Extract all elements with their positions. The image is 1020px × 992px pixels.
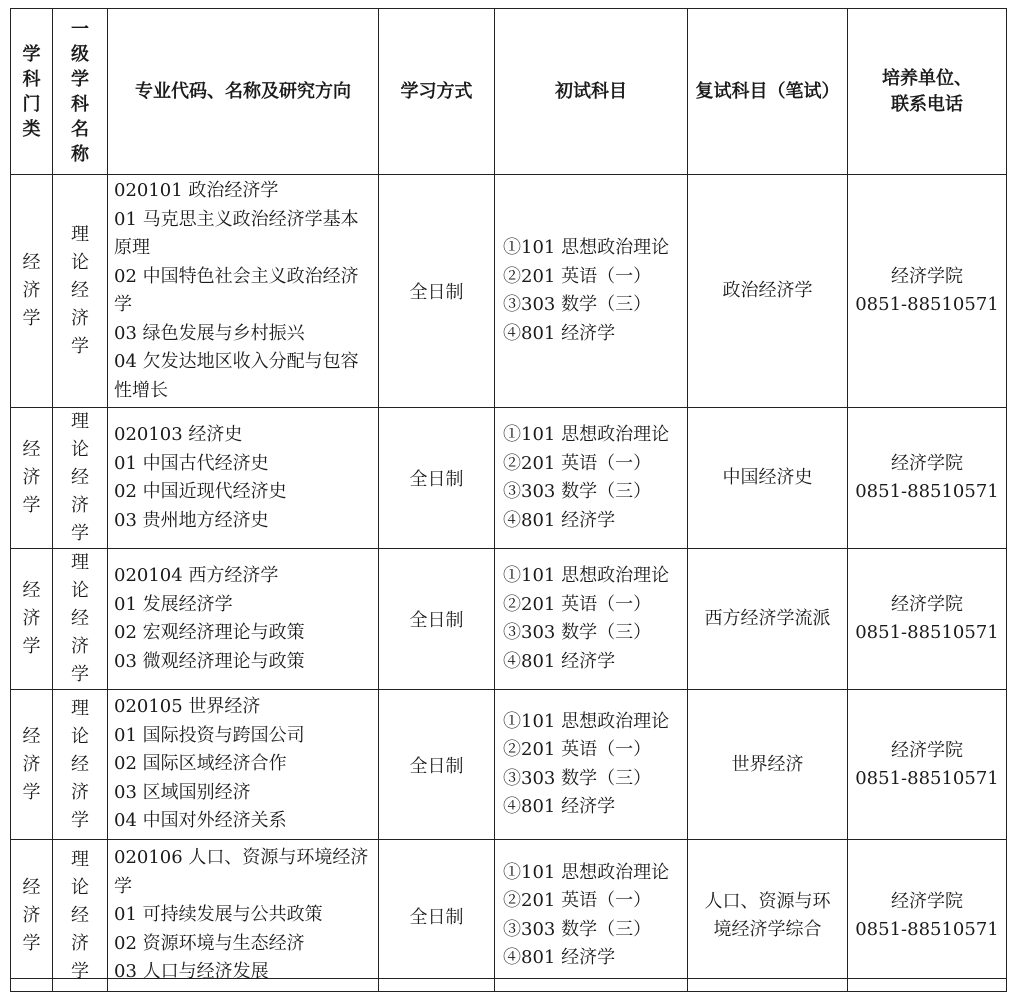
unit-name: 经济学院 — [891, 453, 963, 474]
category-cell — [11, 549, 53, 690]
discipline-cell — [53, 549, 108, 690]
exam-subject: ③303 数学（三） — [503, 767, 652, 789]
category-text: 经济学 — [22, 876, 41, 954]
category-cell — [11, 690, 53, 840]
exam-subject: ①101 思想政治理论 — [503, 424, 670, 445]
unit-cell — [848, 549, 1007, 690]
category-text: 经济学 — [22, 580, 41, 657]
discipline-cell — [53, 175, 108, 408]
major-line: 02 资源环境与生态经济 — [114, 932, 305, 954]
major-line: 03 贵州地方经济史 — [114, 509, 269, 531]
table-row — [11, 549, 1007, 690]
major-line: 04 中国对外经济关系 — [114, 810, 287, 832]
unit-name: 经济学院 — [891, 739, 963, 761]
header-discipline: 一级学科名称 — [53, 9, 108, 175]
header-mode: 学习方式 — [379, 9, 495, 175]
retest-cell: 世界经济 — [688, 690, 848, 840]
category-text: 经济学 — [22, 252, 41, 329]
major-cell — [108, 549, 379, 690]
mode-cell: 全日制 — [379, 690, 495, 840]
table-row — [11, 408, 1007, 549]
mode-cell: 全日制 — [379, 840, 495, 992]
admissions-table — [10, 8, 1007, 992]
major-line: 03 微观经济理论与政策 — [114, 650, 305, 672]
major-cell — [108, 840, 379, 992]
unit-name: 经济学院 — [891, 890, 963, 912]
unit-phone: 0851-88510571 — [855, 294, 999, 315]
exam-subject: ①101 思想政治理论 — [503, 565, 670, 586]
mode-cell: 全日制 — [379, 549, 495, 690]
exam-subject: ③303 数学（三） — [503, 481, 652, 502]
exam-subject: ②201 英语（一） — [503, 265, 652, 287]
exam-subject: ③303 数学（三） — [503, 622, 652, 643]
unit-cell — [848, 840, 1007, 992]
exam-subject: ③303 数学（三） — [503, 918, 652, 940]
discipline-text: 理论经济学 — [70, 224, 89, 357]
unit-cell — [848, 175, 1007, 408]
unit-phone: 0851-88510571 — [855, 918, 999, 940]
exam-subject: ④801 经济学 — [503, 322, 616, 344]
major-line: 03 区域国别经济 — [114, 781, 251, 803]
unit-phone: 0851-88510571 — [855, 481, 999, 502]
unit-name: 经济学院 — [891, 266, 963, 287]
discipline-text: 理论经济学 — [70, 411, 89, 544]
major-line: 01 国际投资与跨国公司 — [114, 724, 305, 746]
discipline-text: 理论经济学 — [70, 552, 89, 685]
retest-cell: 西方经济学流派 — [688, 549, 848, 690]
unit-cell — [848, 690, 1007, 840]
major-line: 03 绿色发展与乡村振兴 — [114, 322, 305, 344]
major-line: 02 国际区域经济合作 — [114, 753, 287, 775]
header-row — [11, 9, 1007, 175]
retest-line: 人口、资源与环 — [704, 890, 831, 912]
discipline-cell — [53, 408, 108, 549]
initial-exam-cell — [495, 408, 688, 549]
unit-cell — [848, 408, 1007, 549]
exam-subject: ①101 思想政治理论 — [503, 710, 670, 732]
retest-cell: 政治经济学 — [688, 175, 848, 408]
exam-subject: ④801 经济学 — [503, 509, 616, 531]
category-text: 经济学 — [22, 725, 41, 803]
major-line: 01 中国古代经济史 — [114, 452, 269, 474]
unit-phone: 0851-88510571 — [855, 622, 999, 643]
discipline-cell — [53, 690, 108, 840]
discipline-text: 理论经济学 — [70, 848, 89, 982]
table-row — [11, 840, 1007, 992]
major-line: 02 中国近现代经济史 — [114, 481, 287, 502]
exam-subject: ②201 英语（一） — [503, 452, 652, 474]
exam-subject: ③303 数学（三） — [503, 294, 652, 315]
unit-phone: 0851-88510571 — [855, 767, 999, 789]
retest-cell — [688, 840, 848, 992]
major-line: 02 宏观经济理论与政策 — [114, 622, 305, 643]
major-line: 01 可持续发展与公共政策 — [114, 904, 323, 926]
major-line: 020104 西方经济学 — [114, 565, 279, 586]
header-unit: 培养单位、 联系电话 — [848, 9, 1007, 175]
initial-exam-cell — [495, 840, 688, 992]
major-line: 01 马克思主义政治经济学基本原理 — [114, 208, 359, 258]
major-line: 01 发展经济学 — [114, 593, 233, 615]
mode-cell: 全日制 — [379, 175, 495, 408]
header-initial-exam: 初试科目 — [495, 9, 688, 175]
header-retest: 复试科目（笔试） — [688, 9, 848, 175]
initial-exam-cell — [495, 690, 688, 840]
major-line: 020106 人口、资源与环境经济学 — [114, 847, 369, 897]
exam-subject: ④801 经济学 — [503, 650, 616, 672]
initial-exam-cell — [495, 175, 688, 408]
mode-cell: 全日制 — [379, 408, 495, 549]
major-cell — [108, 408, 379, 549]
exam-subject: ②201 英语（一） — [503, 890, 652, 911]
major-line: 04 欠发达地区收入分配与包容性增长 — [114, 351, 359, 401]
major-cell — [108, 175, 379, 408]
table-row — [11, 690, 1007, 840]
discipline-text: 理论经济学 — [70, 697, 89, 831]
exam-subject: ②201 英语（一） — [503, 593, 652, 615]
discipline-cell — [53, 840, 108, 992]
major-line: 03 人口与经济发展 — [114, 961, 269, 983]
category-cell — [11, 408, 53, 549]
exam-subject: ②201 英语（一） — [503, 739, 652, 760]
exam-subject: ④801 经济学 — [503, 947, 616, 968]
major-cell — [108, 690, 379, 840]
major-line: 020101 政治经济学 — [114, 180, 279, 201]
exam-subject: ①101 思想政治理论 — [503, 861, 670, 883]
major-line: 02 中国特色社会主义政治经济学 — [114, 265, 359, 315]
retest-cell: 中国经济史 — [688, 408, 848, 549]
category-cell — [11, 175, 53, 408]
header-major: 专业代码、名称及研究方向 — [108, 9, 379, 175]
header-category: 学科门类 — [11, 9, 53, 175]
category-text: 经济学 — [22, 439, 41, 516]
category-cell — [11, 840, 53, 992]
unit-name: 经济学院 — [891, 594, 963, 615]
major-line: 020103 经济史 — [114, 424, 243, 445]
initial-exam-cell — [495, 549, 688, 690]
exam-subject: ④801 经济学 — [503, 796, 616, 817]
retest-line: 境经济学综合 — [713, 918, 822, 940]
major-line: 020105 世界经济 — [114, 696, 261, 718]
table-row — [11, 175, 1007, 408]
exam-subject: ①101 思想政治理论 — [503, 237, 670, 258]
